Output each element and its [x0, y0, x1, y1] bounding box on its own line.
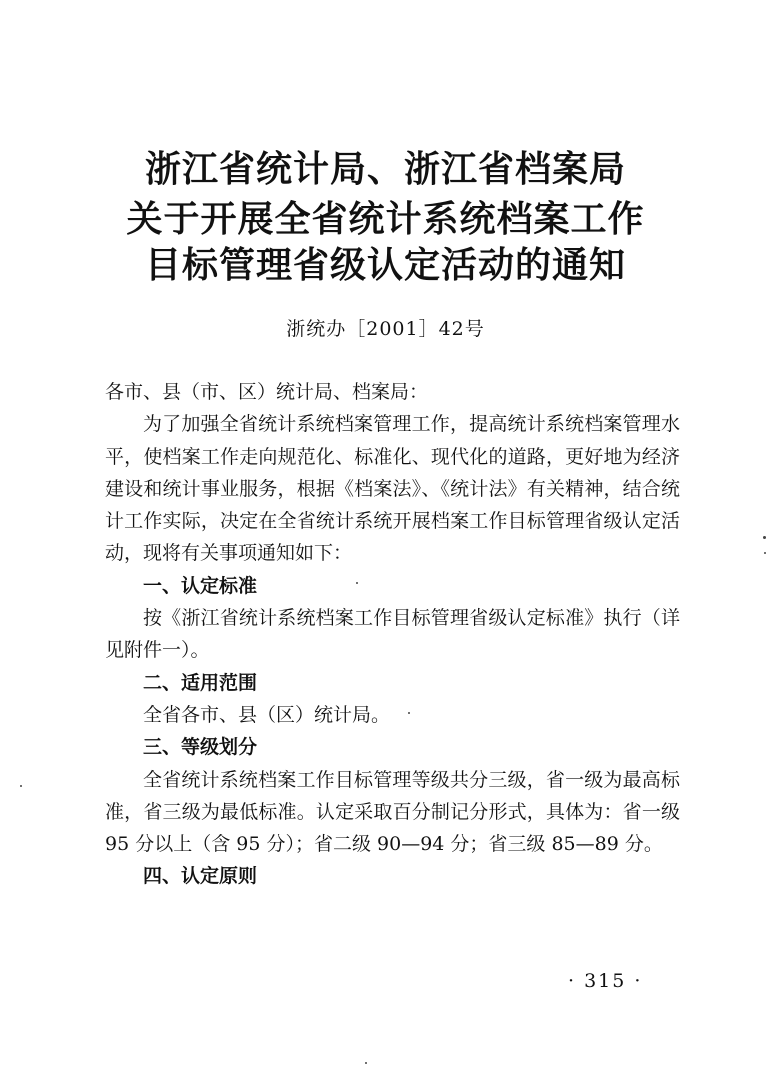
- section-text-1: 按《浙江省统计系统档案工作目标管理省级认定标准》执行（详见附件一）。: [105, 607, 680, 662]
- scan-speck: [356, 582, 358, 584]
- document-title-line-2: 关于开展全省统计系统档案工作: [126, 199, 645, 240]
- document-body: [105, 376, 680, 893]
- scan-speck: [20, 785, 22, 787]
- section-heading-1: 一、认定标准: [143, 574, 258, 597]
- section-text-3: 全省统计系统档案工作目标管理等级共分三级，省一级为最高标准，省三级为最低标准。认定采取百分制记分形式，具体为：省一级 95 分以上（含 95 分）；省二级 90—94 分；省三级 85—89 分。: [105, 768, 680, 856]
- document-title-line-1: 浙江省统计局、浙江省档案局: [144, 149, 626, 190]
- section-heading-3: 三、等级划分: [143, 736, 258, 759]
- section-heading-4: 四、认定原则: [143, 865, 258, 888]
- scan-speck: [764, 552, 766, 554]
- section-heading-2: 二、适用范围: [143, 671, 258, 694]
- scan-speck: [365, 1062, 367, 1064]
- scan-speck: [763, 536, 766, 539]
- document-title-line-3: 目标管理省级认定活动的通知: [144, 245, 626, 286]
- salutation: 各市、县（市、区）统计局、档案局：: [105, 381, 429, 403]
- document-number: 浙统办［2001］42号: [286, 318, 485, 340]
- section-text-2: 全省各市、县（区）统计局。: [143, 703, 391, 726]
- intro-paragraph: 为了加强全省统计系统档案管理工作，提高统计系统档案管理水平，使档案工作走向规范化、标准化、现代化的道路，更好地为经济建设和统计事业服务，根据《档案法》、《统计法》有关精神，结合统计工作实际，决定在全省统计系统开展档案工作目标管理省级认定活动，现将有关事项通知如下：: [105, 413, 680, 565]
- page-number: · 315 ·: [568, 970, 643, 992]
- scan-speck: [408, 712, 410, 714]
